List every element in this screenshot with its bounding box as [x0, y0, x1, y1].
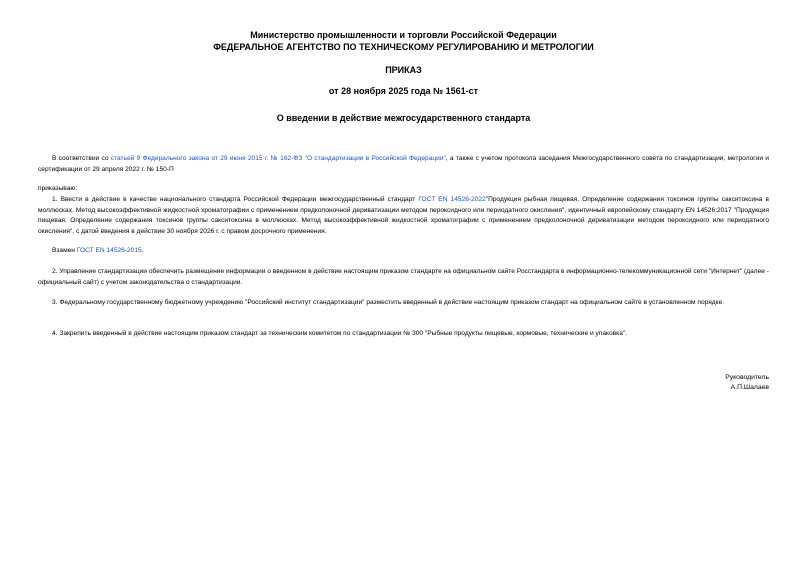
signature-position: Руководитель [725, 374, 769, 381]
preamble-lead: В соответствии со [52, 155, 111, 162]
agency-name: ФЕДЕРАЛЬНОЕ АГЕНТСТВО ПО ТЕХНИЧЕСКОМУ РЕГУЛИРОВАНИЮ И МЕТРОЛОГИИ [213, 42, 594, 52]
item-1-lead: 1. Ввести в действие в качестве национального стандарта Российской Федерации межгосударственный стандарт [52, 196, 419, 203]
ministry-name: Министерство промышленности и торговли Российской Федерации [250, 30, 557, 40]
preamble-paragraph [38, 154, 769, 175]
item-1-paragraph [38, 195, 769, 237]
item-4-paragraph: 4. Закрепить введенный в действие настоящим приказом стандарт за техническим комитетом по стандартизации № 300 "Рыбные продукты пищевые, кормовые, технические и упаковка". [52, 330, 628, 337]
item-2-paragraph: 2. Управление стандартизации обеспечить размещение информации о введенном в действие настоящим приказом стандарте на официальном сайте Росстандарта в информационно-телекоммуникационной сети "Интернет" (далее - официальный сайт) с учетом законодательства о стандартизации. [38, 268, 769, 286]
replace-lead: Взамен [52, 247, 77, 254]
doc-title: О введении в действие межгосударственного стандарта [276, 113, 531, 123]
preamble-tail: , а также с учетом протокола заседания Межгосударственного совета по стандартизации, метрологии и сертификации от 29 апреля 2022 г. № 150-П [38, 155, 769, 173]
signature-block [725, 373, 769, 393]
doc-type: ПРИКАЗ [385, 65, 422, 75]
gost-2015-link[interactable]: ГОСТ EN 14526-2015 [76, 247, 142, 254]
replace-paragraph [38, 246, 769, 257]
replace-tail: . [141, 247, 144, 254]
law-link[interactable]: статьей 9 Федерального закона от 29 июня 2015 г. № 162-ФЗ "О стандартизации в Российской Федерации" [110, 155, 446, 162]
signature-name: А.П.Шалаев [730, 384, 769, 391]
doc-date-number: от 28 ноября 2025 года № 1561-ст [328, 86, 479, 96]
order-word: приказываю: [38, 185, 78, 192]
item-1-tail: "Продукция рыбная пищевая. Определение содержания токсинов группы сакситоксина в моллюсках. Метод высокоэффективной жидкостной хроматографии с применением предколоночной дериватизации методом пероксидного или периодатного окисления", идентичный европейскому стандарту EN 14526:2017 "Продукция пищевая. Определение содержания токсинов группы сакситоксина в моллюсках. Метод высокоэффективной жидкостной хроматографии с применением предколоночной дериватизации методом пероксидного или периодатного окисления", с датой введения в действие 30 ноября 2026 г. с правом досрочного применения. [38, 196, 769, 235]
gost-2022-link[interactable]: ГОСТ EN 14526-2022 [418, 196, 486, 203]
item-3-paragraph: 3. Федеральному государственному бюджетному учреждению "Российский институт стандартизации" разместить введенный в действие настоящим приказом стандарт на официальном сайте в установленном порядке. [52, 299, 725, 306]
